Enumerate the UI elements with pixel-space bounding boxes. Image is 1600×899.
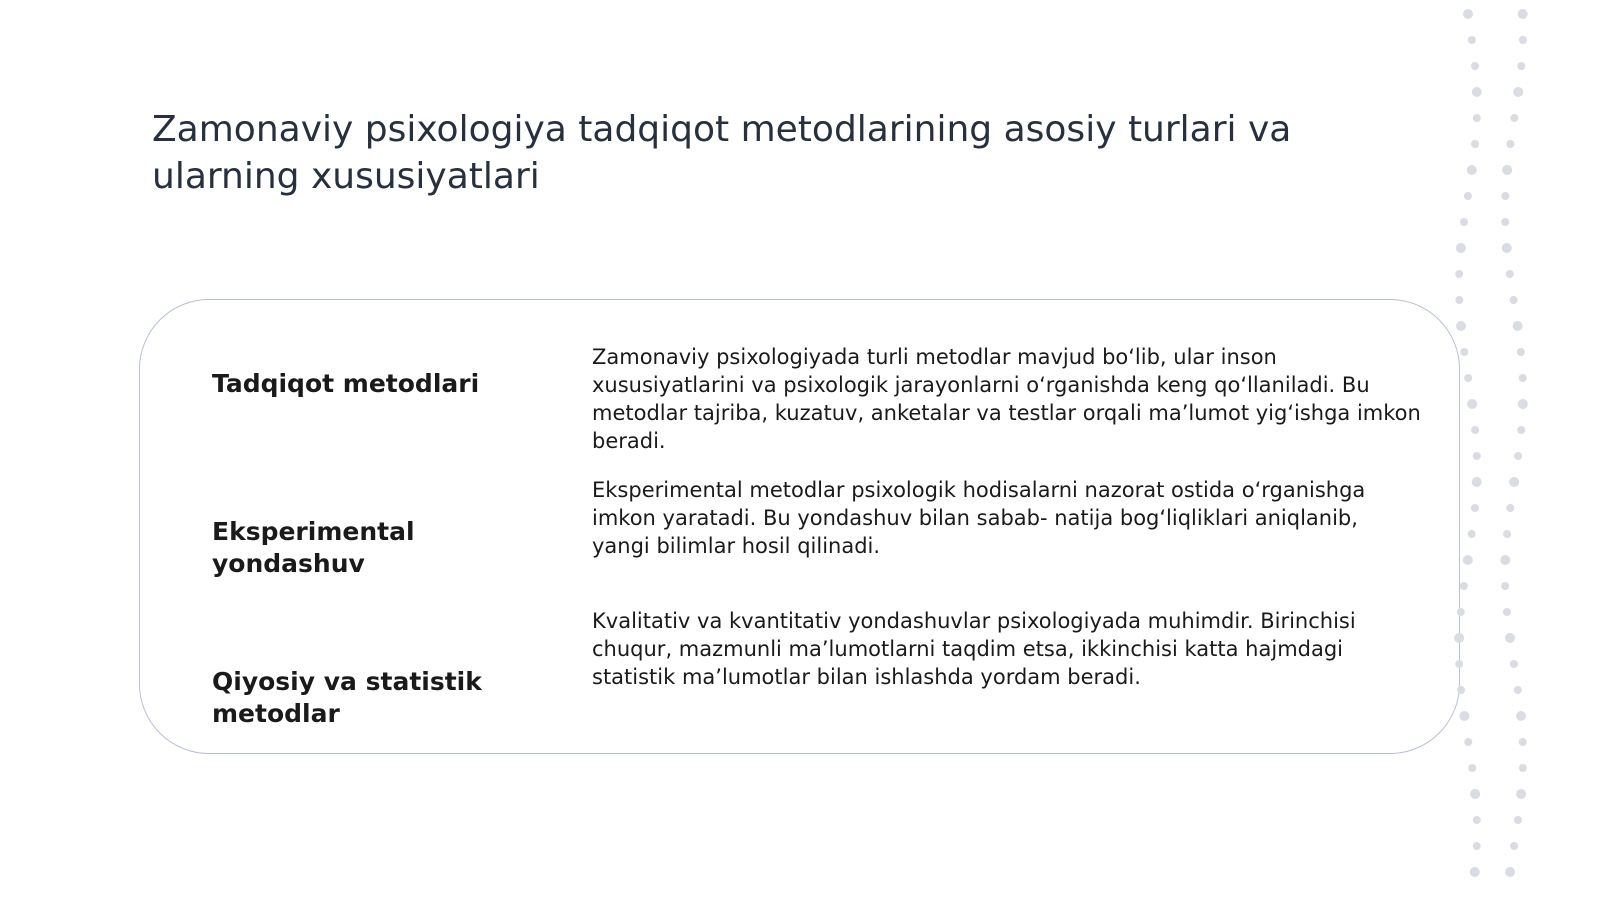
decorative-dot	[1510, 660, 1518, 668]
decorative-dot	[1456, 321, 1466, 331]
decorative-dot	[1516, 711, 1526, 721]
decorative-dot	[1519, 764, 1527, 772]
decorative-dot	[1471, 426, 1479, 434]
decorative-dot	[1460, 348, 1468, 356]
decorative-dot	[1464, 192, 1472, 200]
decorative-dot	[1510, 114, 1518, 122]
decorative-dot	[1506, 270, 1514, 278]
decorative-dot	[1513, 321, 1523, 331]
decorative-dot	[1471, 140, 1479, 148]
decorative-dot	[1459, 711, 1469, 721]
decorative-dot	[1501, 192, 1509, 200]
decorative-dot	[1463, 555, 1473, 565]
decorative-dot	[1516, 789, 1526, 799]
decorative-dot	[1517, 348, 1525, 356]
decorative-dot	[1501, 582, 1509, 590]
decorative-dot	[1468, 530, 1476, 538]
decorative-dot	[1502, 165, 1512, 175]
decorative-dot	[1519, 738, 1527, 746]
decorative-dot	[1519, 374, 1527, 382]
decorative-dot	[1472, 87, 1482, 97]
decorative-dot	[1457, 686, 1465, 694]
row-label-research-methods: Tadqiqot metodlari	[212, 369, 480, 398]
decorative-dot	[1470, 867, 1480, 877]
decorative-dot	[1503, 530, 1511, 538]
decorative-dot	[1460, 582, 1468, 590]
decorative-dot	[1472, 477, 1482, 487]
decorative-dot	[1517, 426, 1525, 434]
decorative-dot	[1502, 243, 1512, 253]
decorative-dot	[1464, 374, 1472, 382]
row-text-research-methods: Zamonaviy psixologiyada turli metodlar mavjud bo‘lib, ular inson xususiyatlarini va psixologik jarayonlarni o‘rganishda keng qo‘llaniladi. Bu metodlar tajriba, kuzatuv, anketalar va testlar orqali ma’lumot yig‘ishga imkon beradi.	[592, 345, 1421, 453]
decorative-dot	[1501, 218, 1509, 226]
decorative-dot	[1454, 633, 1464, 643]
decorative-dot	[1473, 114, 1481, 122]
decorative-dot	[1456, 243, 1466, 253]
decorative-dot	[1470, 789, 1480, 799]
decorative-dot	[1455, 660, 1463, 668]
decorative-dot	[1510, 842, 1518, 850]
decorative-dot	[1467, 165, 1477, 175]
decorative-dot	[1506, 140, 1514, 148]
decorative-dot	[1460, 218, 1468, 226]
decorative-dot	[1506, 504, 1514, 512]
decorative-dot	[1514, 452, 1522, 460]
decorative-dots-pattern	[1448, 0, 1548, 899]
decorative-dot	[1473, 842, 1481, 850]
decorative-dot	[1455, 296, 1463, 304]
decorative-dot	[1467, 399, 1477, 409]
row-text-experimental-approach: Eksperimental metodlar psixologik hodisalarni nazorat ostida o‘rganishga imkon yaratadi. Bu yondashuv bilan sabab- natija bog‘liqliklari aniqlanib, yangi bilimlar hosil qilinadi.	[592, 478, 1366, 558]
decorative-dot	[1464, 738, 1472, 746]
decorative-dot	[1455, 270, 1463, 278]
slide-title: Zamonaviy psixologiya tadqiqot metodlarining asosiy turlari va ularning xususiyatlari	[152, 109, 1292, 197]
decorative-dot	[1471, 62, 1479, 70]
decorative-dot	[1505, 867, 1515, 877]
decorative-dot	[1500, 555, 1510, 565]
decorative-dot	[1518, 9, 1528, 19]
decorative-dot	[1503, 608, 1511, 616]
row-text-comparative-statistical: Kvalitativ va kvantitativ yondashuvlar psixologiyada muhimdir. Birinchisi chuqur, mazmunli ma’lumotlarni taqdim etsa, ikkinchisi katta hajmdagi statistik ma’lumotlar bilan ishlashda yordam beradi.	[592, 609, 1356, 689]
decorative-dot	[1473, 816, 1481, 824]
decorative-dot	[1471, 504, 1479, 512]
decorative-dot	[1468, 764, 1476, 772]
decorative-dot	[1518, 399, 1528, 409]
decorative-dot	[1468, 36, 1476, 44]
decorative-dot	[1505, 633, 1515, 643]
decorative-dot	[1513, 87, 1523, 97]
decorative-dot	[1473, 452, 1481, 460]
decorative-dot	[1510, 296, 1518, 304]
decorative-dot	[1509, 477, 1519, 487]
decorative-dot	[1517, 62, 1525, 70]
decorative-dot	[1514, 816, 1522, 824]
dot-group	[1454, 9, 1528, 877]
decorative-dot	[1463, 9, 1473, 19]
methods-card	[139, 299, 1460, 754]
decorative-dot	[1457, 608, 1465, 616]
decorative-dot	[1514, 686, 1522, 694]
decorative-dot	[1519, 36, 1527, 44]
row-label-experimental-approach: Eksperimental yondashuv	[212, 517, 415, 578]
row-label-comparative-statistical: Qiyosiy va statistik metodlar	[212, 667, 482, 728]
